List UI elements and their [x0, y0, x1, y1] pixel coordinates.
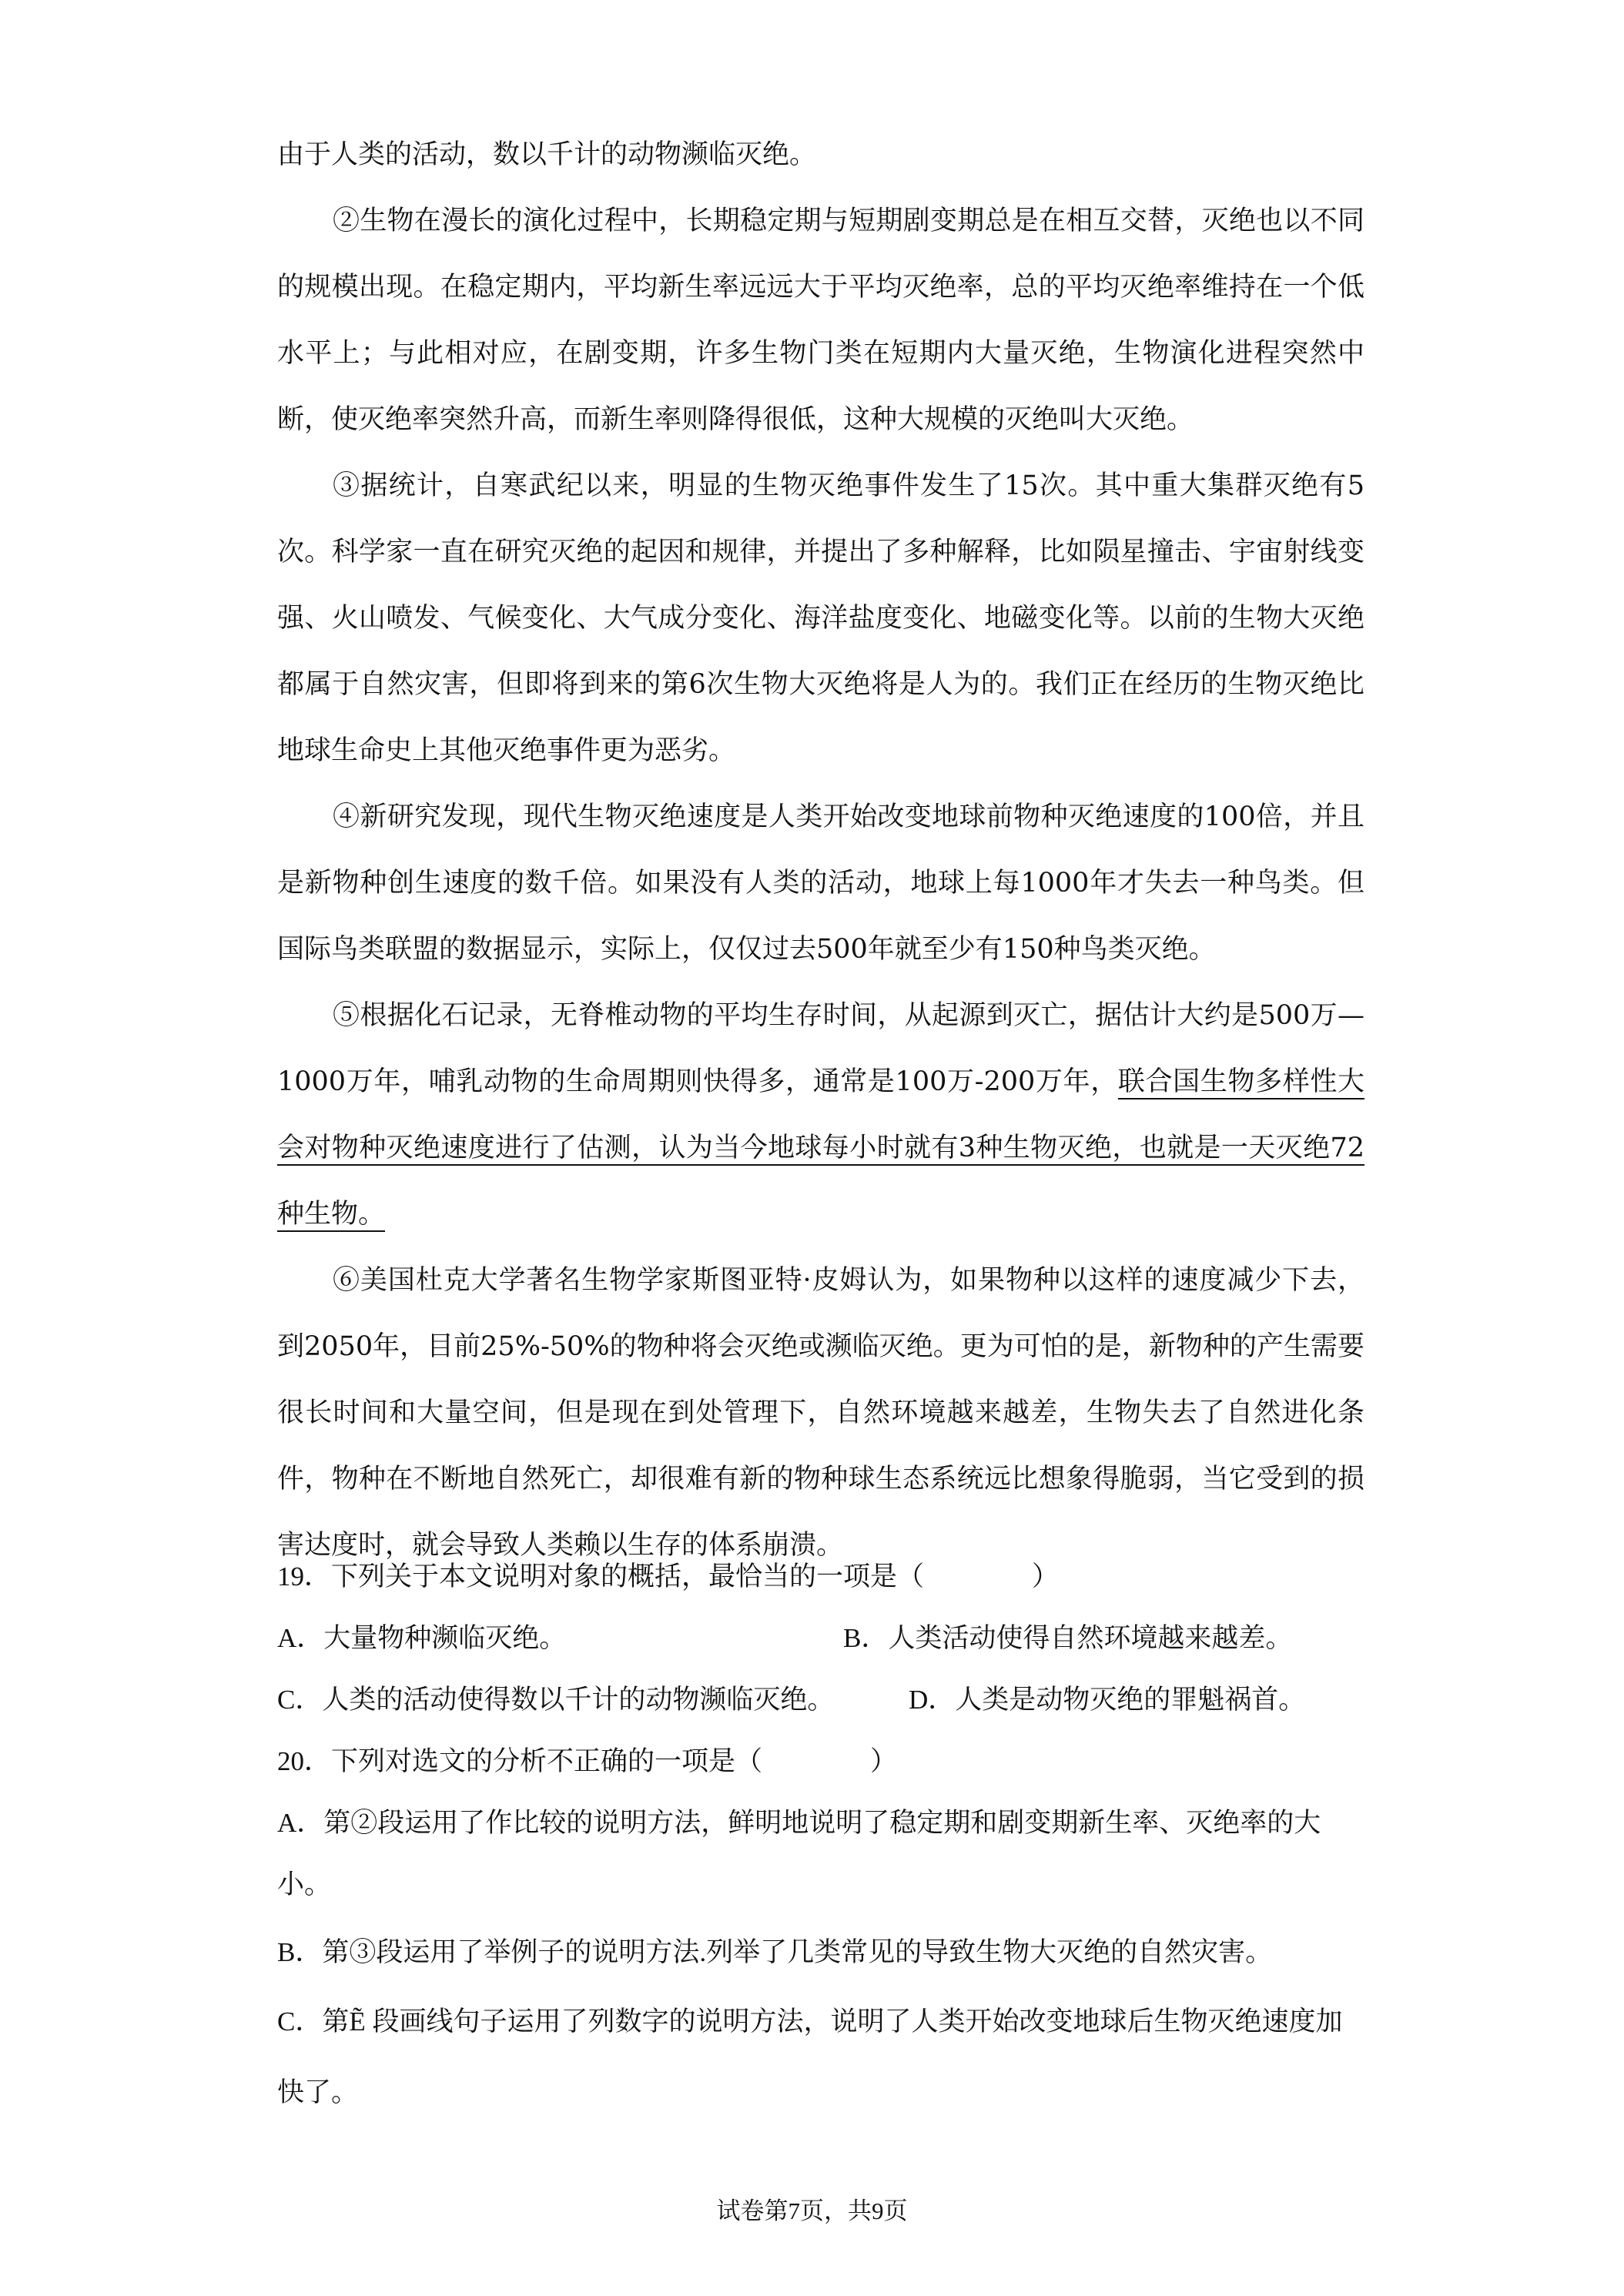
question-19-stem: 19．下列关于本文说明对象的概括，最恰当的一项是（ ） [277, 1561, 1060, 1591]
paragraph-5 [277, 982, 1364, 1247]
reading-passage [277, 122, 1364, 1578]
question-section [277, 1546, 1364, 2128]
question-19-options-row-2 [277, 1669, 1364, 1731]
paragraph-1-tail: 由于人类的活动，数以千计的动物濒临灭绝。 [277, 139, 817, 170]
paragraph-6: ⑥美国杜克大学著名生物学家斯图亚特·皮姆认为，如果物种以这样的速度减少下去，到2050年，目前25%-50%的物种将会灭绝或濒临灭绝。更为可怕的是，新物种的产生需要很长时间和大量空间，但是现在到处管理下，自然环境越来越差，生物失去了自然进化条件，物种在不断地自然死亡，却很难有新的物种球生态系统远比想象得脆弱，当它受到的损害达度时，就会导致人类赖以生存的体系崩溃。 [277, 1265, 1364, 1561]
page-footer: 试卷第7页，共9页 [716, 2197, 908, 2224]
paragraph-2: ②生物在漫长的演化过程中，长期稳定期与短期剧变期总是在相互交替，灭绝也以不同的规模出现。在稳定期内，平均新生率远远大于平均灭绝率，总的平均灭绝率维持在一个低水平上；与此相对应，在剧变期，许多生物门类在短期内大量灭绝，生物演化进程突然中断，使灭绝率突然升高，而新生率则降得很低，这种大规模的灭绝叫大灭绝。 [277, 206, 1364, 435]
question-19-options-row-1 [277, 1608, 1364, 1669]
question-19-option-b[interactable]: B．人类活动使得自然环境越来越差。 [843, 1623, 1293, 1653]
paragraph-3: ③据统计，自寒武纪以来，明显的生物灭绝事件发生了15次。其中重大集群灭绝有5次。科学家一直在研究灭绝的起因和规律，并提出了多种解释，比如陨星撞击、宇宙射线变强、火山喷发、气候变化、大气成分变化、海洋盐度变化、地磁变化等。以前的生物大灭绝都属于自然灾害，但即将到来的第6次生物大灭绝将是人为的。我们正在经历的生物灭绝比地球生命史上其他灭绝事件更为恶劣。 [277, 470, 1364, 766]
question-19-option-d[interactable]: D．人类是动物灭绝的罪魁祸首。 [909, 1685, 1306, 1715]
paragraph-4: ④新研究发现，现代生物灭绝速度是人类开始改变地球前物种灭绝速度的100倍，并且是新物种创生速度的数千倍。如果没有人类的活动，地球上每1000年才失去一种鸟类。但国际鸟类联盟的数据显示，实际上，仅仅过去500年就至少有150种鸟类灭绝。 [277, 802, 1364, 965]
underlined-sentence: 联合国生物多样性大会对物种灭绝速度进行了估测，认为当今地球每小时就有3种生物灭绝，也就是一天灭绝72种生物。 [277, 1066, 1364, 1230]
question-20-option-a[interactable]: A．第②段运用了作比较的说明方法，鲜明地说明了稳定期和剧变期新生率、灭绝率的大小。 [277, 1808, 1321, 1899]
question-20-option-b[interactable]: B．第③段运用了举例子的说明方法.列举了几类常见的导致生物大灭绝的自然灾害。 [277, 1937, 1273, 1967]
paragraph-5-text: ⑤根据化石记录，无脊椎动物的平均生存时间，从起源到灭亡，据估计大约是500万—1000万年，哺乳动物的生命周期则快得多，通常是100万-200万年， [277, 1000, 1364, 1097]
question-20-stem: 20．下列对选文的分析不正确的一项是（ ） [277, 1746, 898, 1776]
question-20-option-c[interactable]: C．第Ẽ 段画线句子运用了列数字的说明方法，说明了人类开始改变地球后生物灭绝速度加快了。 [277, 2006, 1343, 2107]
question-19-option-a[interactable]: A．大量物种濒临灭绝。 [277, 1623, 567, 1653]
question-19-option-c[interactable]: C．人类的活动使得数以千计的动物濒临灭绝。 [277, 1685, 835, 1715]
